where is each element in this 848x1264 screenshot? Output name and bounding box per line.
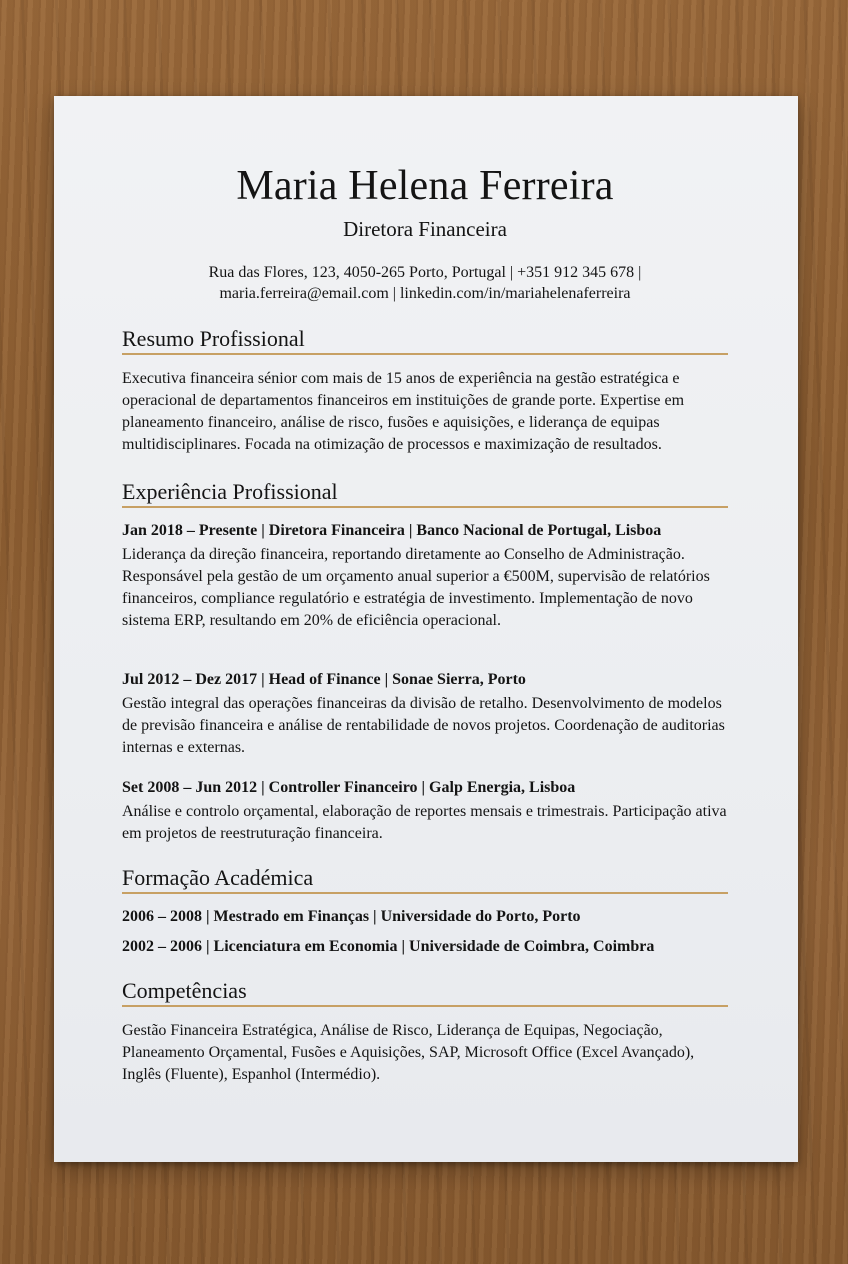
contact-line-email-linkedin: maria.ferreira@email.com | linkedin.com/in/mariahelenaferreira: [219, 285, 631, 302]
experience-item: [122, 520, 728, 632]
education-item: 2006 – 2008 | Mestrado em Finanças | Universidade do Porto, Porto: [122, 908, 581, 925]
contact-line-address-phone: Rua das Flores, 123, 4050-265 Porto, Portugal | +351 912 345 678 |: [208, 264, 642, 281]
candidate-title: Diretora Financeira: [343, 217, 507, 241]
resume-header: [122, 162, 728, 304]
job-header: Jan 2018 – Presente | Diretora Financeira | Banco Nacional de Portugal, Lisboa: [122, 522, 662, 539]
summary-text: Executiva financeira sénior com mais de 15 anos de experiência na gestão estratégica e operacional de departamentos financeiros em instituições de grande porte. Expertise em planeamento financeiro, análise de risco, fusões e aquisições, e liderança de equipas multidisciplinares. Focada na otimização de processos e maximização de resultados.: [122, 370, 685, 453]
job-description: Liderança da direção financeira, reportando diretamente ao Conselho de Administração. Responsável pela gestão de um orçamento anual superior a €500M, supervisão de relatórios financeiros, compliance regulatório e estratégia de investimento. Implementação de novo sistema ERP, resultando em 20% de eficiência operacional.: [122, 546, 710, 629]
resume-paper: [54, 96, 798, 1162]
contact-info: [122, 262, 728, 304]
section-heading-education: Formação Académica: [122, 865, 728, 894]
experience-item: [122, 669, 728, 759]
section-heading-experience: Experiência Profissional: [122, 479, 728, 508]
job-header: Set 2008 – Jun 2012 | Controller Financeiro | Galp Energia, Lisboa: [122, 779, 576, 796]
section-heading-summary: Resumo Profissional: [122, 326, 728, 355]
job-header: Jul 2012 – Dez 2017 | Head of Finance | Sonae Sierra, Porto: [122, 671, 526, 688]
job-description: Gestão integral das operações financeiras da divisão de retalho. Desenvolvimento de modelos de previsão financeira e análise de rentabilidade de novos projetos. Coordenação de auditorias internas e externas.: [122, 695, 725, 756]
skills-text: Gestão Financeira Estratégica, Análise de Risco, Liderança de Equipas, Negociação, Planeamento Orçamental, Fusões e Aquisições, SAP, Microsoft Office (Excel Avançado), Inglês (Fluente), Espanhol (Intermédio).: [122, 1022, 695, 1083]
job-description: Análise e controlo orçamental, elaboração de reportes mensais e trimestrais. Participação ativa em projetos de reestruturação financeira.: [122, 803, 727, 842]
candidate-name: Maria Helena Ferreira: [236, 163, 614, 209]
section-heading-skills: Competências: [122, 978, 728, 1007]
experience-item: [122, 777, 728, 845]
resume-content: [122, 162, 728, 1086]
education-item: 2002 – 2006 | Licenciatura em Economia | Universidade de Coimbra, Coimbra: [122, 938, 655, 955]
